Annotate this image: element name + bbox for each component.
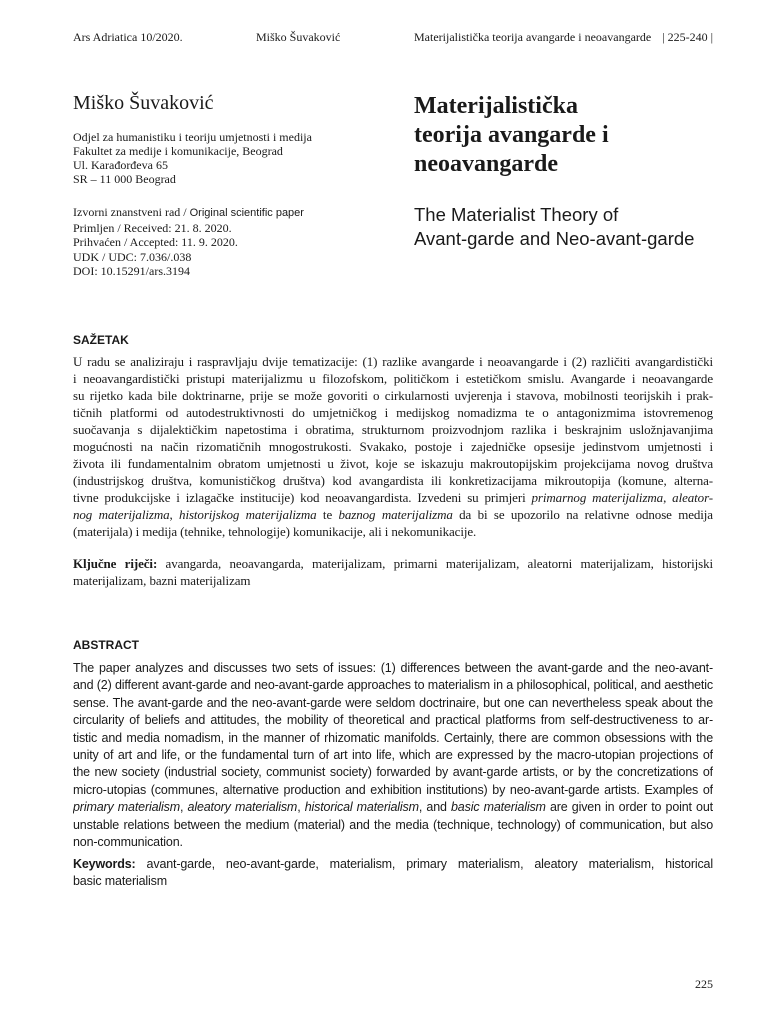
sazetak-heading: SAŽETAK bbox=[73, 333, 129, 347]
article-title-en bbox=[414, 203, 694, 251]
affiliation-line: Fakultet za medije i komunikacije, Beograd bbox=[73, 144, 283, 158]
keywords-label: Keywords: bbox=[73, 857, 136, 871]
text-line: tistic and media nomadism, in the manner of rhizomatic manifolds. Certainly, there are common obsessions with the bbox=[73, 730, 713, 745]
doi: DOI: 10.15291/ars.3194 bbox=[73, 264, 190, 278]
italic-term: aleator- bbox=[672, 490, 713, 505]
keywords-text: avant-garde, neo-avant-garde, materialism, primary materialism, aleatory materialism, historical bbox=[146, 857, 713, 871]
italic-term: historijskog materijalizma bbox=[179, 507, 317, 522]
text-run: , bbox=[169, 507, 180, 522]
running-head-author: Miško Šuvaković bbox=[256, 30, 341, 44]
accepted-date: Prihvaćen / Accepted: 11. 9. 2020. bbox=[73, 235, 238, 249]
running-head-journal: Ars Adriatica 10/2020. bbox=[73, 30, 183, 44]
title-line: The Materialist Theory of bbox=[414, 204, 619, 225]
article-category bbox=[73, 205, 304, 221]
text-run: da bi se upozorilo na relativne odnose medija bbox=[452, 507, 713, 522]
text-run: are given in order to point out bbox=[549, 800, 713, 815]
category-hr: Izvorni znanstveni rad / bbox=[73, 205, 190, 219]
text-line bbox=[73, 555, 713, 572]
affiliation-line: Odjel za humanistiku i teoriju umjetnosti i medija bbox=[73, 130, 312, 144]
text-line: unity of art and life, or the fundamental turn of art into life, which are expressed by the macro-utopian projections of bbox=[73, 747, 713, 762]
text-line bbox=[73, 799, 713, 816]
text-line: basic materialism bbox=[73, 874, 168, 889]
abstract-text bbox=[73, 660, 713, 851]
author-name: Miško Šuvaković bbox=[73, 92, 214, 114]
italic-term: primary materialism bbox=[73, 800, 181, 815]
article-metadata bbox=[73, 205, 304, 279]
italic-term: basic materialism bbox=[450, 800, 546, 815]
text-line: The paper analyzes and discusses two sets of issues: (1) differences between the avant-garde and the neo-avant- bbox=[73, 661, 713, 675]
category-en: Original scientific paper bbox=[189, 207, 304, 219]
text-line: (materijala) i medija (tehnike, tehnologije) komunikacije, ali i nekomunikacije. bbox=[73, 524, 477, 539]
text-line: (industrijskog društva, komunističkog društva) kod avangardista ili konkretizacijama mikroutopija (komune, alterna- bbox=[73, 473, 713, 488]
text-run: , bbox=[663, 490, 673, 505]
running-head bbox=[73, 30, 713, 46]
text-line bbox=[73, 856, 713, 873]
keywords-label: Ključne riječi: bbox=[73, 556, 158, 571]
text-line: micro-utopias (communes, alternative production and exhibition institutions) by neo-avant-garde artists. Examples of bbox=[73, 782, 713, 797]
running-head-pages: | 225-240 | bbox=[662, 30, 713, 44]
text-line: circularity of beliefs and attitudes, the mobility of theoretical and practical platforms from self-destructiveness to ar- bbox=[73, 713, 713, 728]
text-line: života ili fundamentalnim obratom umjetnosti u život, koje se iskazuju makroutopijskim projekcijama novog društva bbox=[73, 456, 713, 471]
text-run: , bbox=[297, 800, 305, 815]
text-line: unstable relations between the medium (material) and the media (technique, technology) of communication, but also bbox=[73, 817, 713, 832]
italic-term: aleatory materialism bbox=[187, 800, 298, 815]
affiliation-line: Ul. Karađorđeva 65 bbox=[73, 158, 168, 172]
text-run: , bbox=[180, 800, 188, 815]
text-run: tivne produkcijske i izlagačke institucije) kod neoavangardista. Izvedeni su primjeri bbox=[73, 490, 532, 505]
udk-code: UDK / UDC: 7.036/.038 bbox=[73, 249, 192, 264]
text-line: U radu se analiziraju i raspravljaju dvije tematizacije: (1) razlike avangarde i neoavangarde i (2) različiti avangardistički bbox=[73, 354, 713, 369]
text-line: the new society (industrial society, communist society) forwarded by avant-garde artists, or by the concretizations of bbox=[73, 765, 713, 780]
text-line: i neoavangardistički pristupi materijalizmu u filozofskom, političkom i estetičkom smislu. Avangarde i neoavangarde bbox=[73, 371, 713, 386]
italic-term: nog materijalizma bbox=[73, 507, 170, 522]
text-run: te bbox=[316, 507, 339, 522]
page-number: 225 bbox=[695, 977, 713, 991]
kljucne-rijeci bbox=[73, 555, 713, 589]
text-line: su rijetko kada bile doktrinarne, prije se može govoriti o cirkularnosti uvjerenja i stavova, mobilnosti teorijskih i prak- bbox=[73, 388, 713, 403]
text-line: sense. The avant-garde and the neo-avant-garde were seldom doctrinaire, but one can nevertheless speak about the bbox=[73, 695, 713, 710]
abstract-heading: ABSTRACT bbox=[73, 638, 139, 652]
author-affiliation bbox=[73, 130, 312, 186]
italic-term: baznog materijalizma bbox=[338, 507, 453, 522]
title-line: Avant-garde and Neo-avant-garde bbox=[414, 228, 695, 249]
received-date: Primljen / Received: 21. 8. 2020. bbox=[73, 220, 232, 235]
keywords-text: avangarda, neoavangarda, materijalizam, primarni materijalizam, aleatorni materijalizam, historijski bbox=[157, 556, 713, 571]
text-run: , and bbox=[418, 800, 451, 815]
running-head-title: Materijalistička teorija avangarde i neoavangarde bbox=[414, 30, 652, 44]
text-line: mogućnosti na način rizomatičnih mnogostrukosti. Svakako, postoje i zajedničke opsesije jedinstvom umjetnosti i bbox=[73, 439, 713, 454]
text-line bbox=[73, 506, 713, 523]
title-line: neoavangarde bbox=[414, 151, 558, 177]
text-line: tičnih platformi od autodestruktivnosti do umjetničkog i medijskog nomadizma te o antagonizmima istovremenog bbox=[73, 405, 713, 420]
italic-term: historical materialism bbox=[304, 800, 419, 815]
text-line: suočavanja s dijalektičkim napetostima i obratima, strukturnom proizvodnjom razlika i beskrajnim usložnjavanjima bbox=[73, 422, 713, 437]
sazetak-text bbox=[73, 353, 713, 540]
text-line: and (2) different avant-garde and neo-avant-garde approaches to materialism in a philosophical, political, and aesthetic bbox=[73, 678, 713, 693]
affiliation-line: SR – 11 000 Beograd bbox=[73, 172, 176, 186]
keywords bbox=[73, 856, 713, 891]
text-line: non-communication. bbox=[73, 834, 183, 849]
title-line: teorija avangarde i bbox=[414, 122, 609, 148]
text-line: materijalizam, bazni materijalizam bbox=[73, 573, 251, 588]
title-line: Materijalistička bbox=[414, 93, 578, 119]
text-line bbox=[73, 489, 713, 506]
italic-term: primarnog materijalizma bbox=[531, 490, 664, 505]
article-title-hr bbox=[414, 92, 714, 179]
